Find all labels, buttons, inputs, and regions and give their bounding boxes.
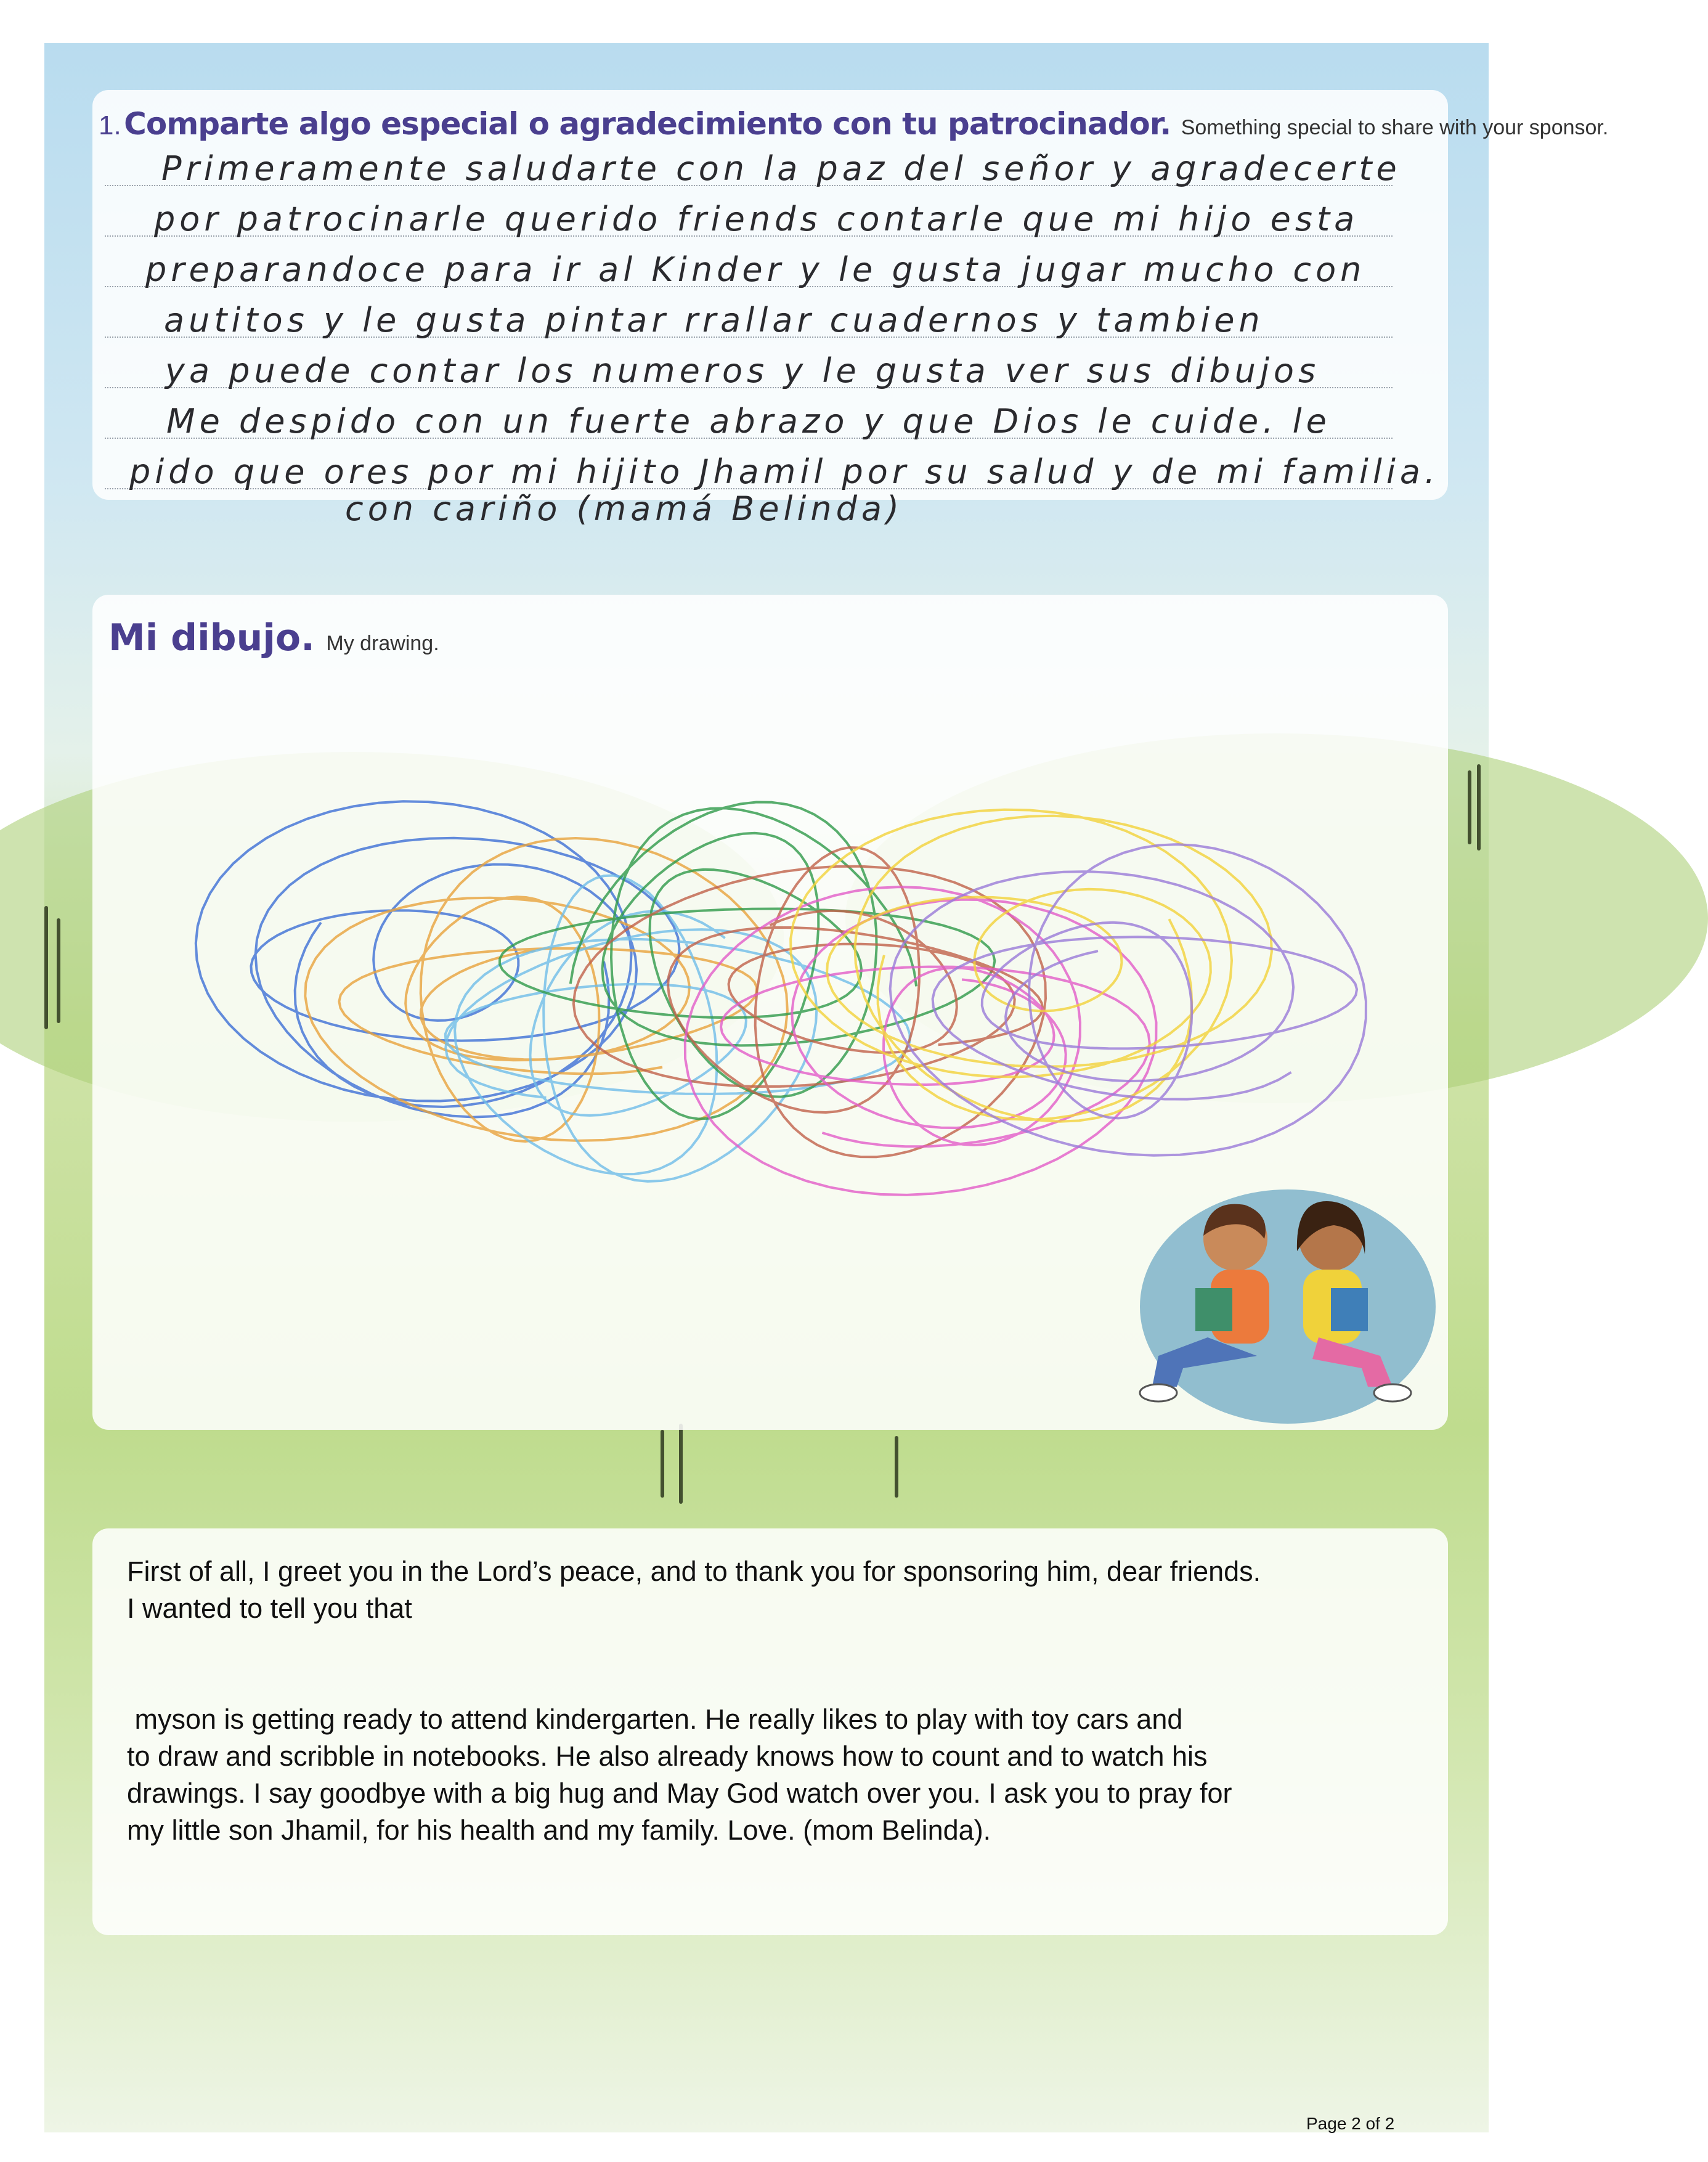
page-number: Page 2 of 2 (1306, 2114, 1395, 2133)
grass-tuft (1468, 770, 1471, 844)
grass-tuft (679, 1424, 683, 1504)
handwritten-line: por patrocinarle querido friends contarle que mi hijo esta (154, 200, 1359, 239)
handwritten-line: Primeramente saludarte con la paz del señor y agradecerte (161, 149, 1401, 188)
crayon-stroke (500, 802, 994, 1119)
grass-tuft (661, 1430, 664, 1498)
drawing-title-spanish: Mi dibujo. (108, 616, 315, 659)
grass-tuft (57, 918, 60, 1023)
handwritten-line: pido que ores por mi hijito Jhamil por su salud y de mi familia. (129, 452, 1440, 491)
drawing-title (108, 616, 439, 659)
grass-tuft (1477, 764, 1481, 851)
question-title (99, 106, 1608, 142)
handwritten-signature-line: con cariño (mamá Belinda) (345, 489, 904, 528)
translation-paragraph: First of all, I greet you in the Lord’s peace, and to thank you for sponsoring him, dear friends. I wanted to tell you that (127, 1556, 1261, 1624)
translation-text (127, 1553, 1421, 1849)
kids-reading-illustration (1134, 1171, 1442, 1430)
grass-tuft (895, 1436, 898, 1498)
handwritten-line: Me despido con un fuerte abrazo y que Dios le cuide. le (166, 402, 1331, 441)
handwritten-line: autitos y le gusta pintar rrallar cuadernos y tambien (164, 301, 1264, 340)
question-title-english: Something special to share with your sponsor. (1181, 116, 1609, 139)
question-number: 1. (99, 110, 121, 141)
grass-tuft (44, 906, 48, 1029)
question-title-spanish: Comparte algo especial o agradecimiento con tu patrocinador. (124, 106, 1171, 142)
translation-paragraph: myson is getting ready to attend kindergarten. He really likes to play with toy cars and to draw and scribble in notebooks. He also already knows how to count and to watch his drawings. I say goodbye with a big hug and May God watch over you. I ask you to pray for my little son Jhamil, for his health and my family. Love. (mom Belinda). (127, 1703, 1232, 1846)
handwritten-line: ya puede contar los numeros y le gusta ver sus dibujos (165, 351, 1320, 390)
drawing-title-english: My drawing. (326, 632, 439, 655)
handwritten-line: preparandoce para ir al Kinder y le gusta jugar mucho con (145, 250, 1366, 289)
